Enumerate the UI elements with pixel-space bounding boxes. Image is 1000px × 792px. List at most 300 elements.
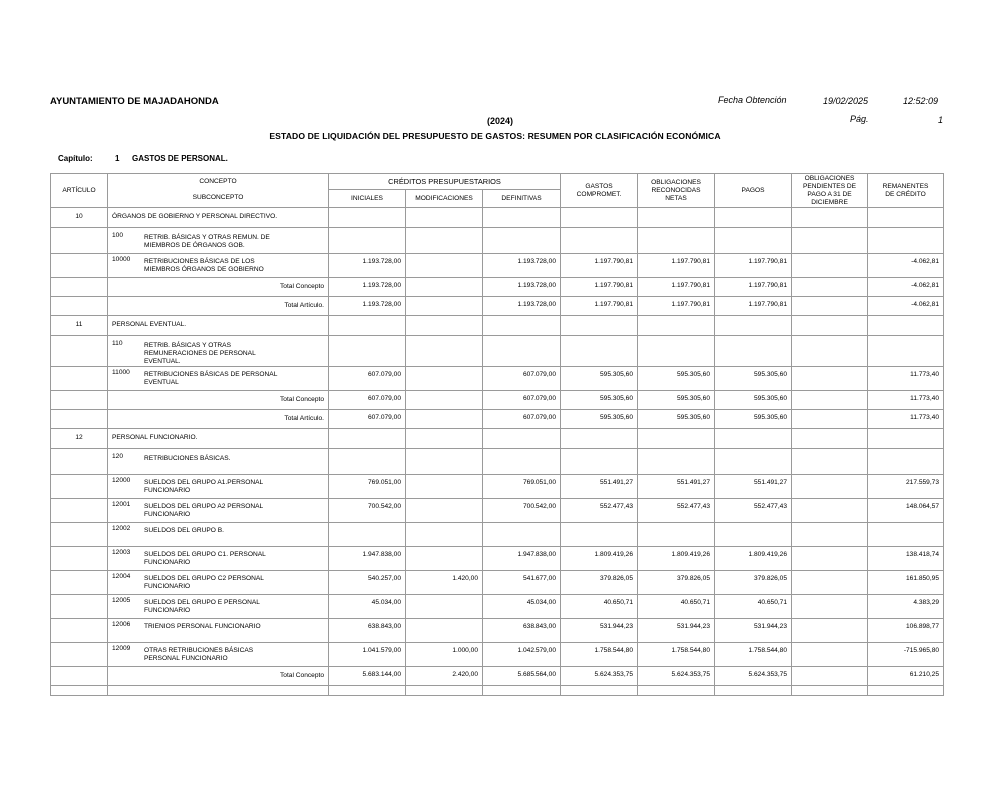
concept-cell [108, 297, 329, 316]
sub-name: RETRIBUCIONES BÁSICAS DE LOS MIEMBROS ÓRGANOS DE GOBIERNO [144, 258, 264, 273]
cell-remanentes [868, 228, 944, 254]
sub-code: 12002 [112, 525, 131, 532]
sub-code-wrap [112, 623, 324, 631]
chapter-label: Capítulo: [58, 154, 93, 163]
cell-obligaciones [638, 316, 715, 336]
cell-iniciales: 1.193.728,00 [329, 254, 406, 278]
cell-pendientes [792, 643, 868, 667]
total-label: Total Artículo. [284, 415, 324, 422]
sub-code: 11000 [112, 369, 130, 376]
sub-code: 12003 [112, 549, 131, 556]
cell-pagos [715, 429, 792, 449]
concept-cell [108, 391, 329, 410]
table-row-blank [51, 686, 944, 696]
cell-pendientes [792, 367, 868, 391]
cell-pagos [715, 523, 792, 547]
cell-remanentes [868, 316, 944, 336]
cell-obligaciones [638, 429, 715, 449]
cell-iniciales [329, 449, 406, 475]
col-pend-line2: PENDIENTES DE [802, 182, 857, 190]
sub-code-wrap [112, 575, 324, 591]
sub-code-wrap [112, 599, 324, 615]
col-subconcepto: SUBCONCEPTO [108, 190, 329, 208]
cell-pagos: 379.826,05 [715, 571, 792, 595]
concept-cell [108, 547, 329, 571]
cell-iniciales [329, 523, 406, 547]
cell-iniciales [329, 316, 406, 336]
cell-definitivas: 769.051,00 [483, 475, 561, 499]
cell-remanentes: -4.062,81 [868, 254, 944, 278]
table-row-sub [51, 523, 944, 547]
cell-pendientes [792, 254, 868, 278]
cell-pagos: 531.944,23 [715, 619, 792, 643]
cell-pagos: 1.809.419,26 [715, 547, 792, 571]
sub-name: RETRIBUCIONES BÁSICAS DE PERSONAL EVENTUAL [144, 371, 278, 386]
cell-iniciales: 45.034,00 [329, 595, 406, 619]
cell-definitivas: 638.843,00 [483, 619, 561, 643]
table-row-total [51, 410, 944, 429]
article-cell [51, 619, 108, 643]
table-row-article [51, 208, 944, 228]
article-cell [51, 595, 108, 619]
sub-name: TRIENIOS PERSONAL FUNCIONARIO [144, 623, 261, 630]
table-row-article [51, 429, 944, 449]
cell-modificaciones: 1.000,00 [406, 643, 483, 667]
cell-iniciales: 5.683.144,00 [329, 667, 406, 686]
total-label: Total Concepto [280, 283, 324, 290]
cell-pendientes [792, 619, 868, 643]
concept-name: RETRIB. BÁSICAS Y OTRAS REMUN. DE MIEMBROS DE ÓRGANOS GOB. [144, 234, 270, 249]
cell-obligaciones [638, 523, 715, 547]
chapter-number: 1 [115, 154, 120, 163]
article-cell [51, 391, 108, 410]
article-cell [51, 228, 108, 254]
cell-pendientes [792, 686, 868, 696]
cell-modificaciones [406, 686, 483, 696]
date-label: Fecha Obtención [718, 95, 787, 105]
cell-iniciales: 1.947.838,00 [329, 547, 406, 571]
cell-remanentes [868, 429, 944, 449]
cell-modificaciones [406, 228, 483, 254]
sub-code: 12009 [112, 645, 131, 652]
article-cell [51, 667, 108, 686]
cell-modificaciones [406, 278, 483, 297]
cell-obligaciones: 1.197.790,81 [638, 278, 715, 297]
col-iniciales: INICIALES [329, 190, 406, 208]
cell-remanentes [868, 336, 944, 367]
article-name: PERSONAL FUNCIONARIO. [112, 434, 198, 441]
sub-code: 12004 [112, 573, 131, 580]
table-row-total [51, 667, 944, 686]
cell-remanentes [868, 523, 944, 547]
cell-remanentes: 11.773,40 [868, 391, 944, 410]
cell-iniciales: 769.051,00 [329, 475, 406, 499]
article-cell [51, 571, 108, 595]
cell-pendientes [792, 316, 868, 336]
concept-cell [108, 208, 329, 228]
cell-definitivas [483, 523, 561, 547]
cell-obligaciones: 1.809.419,26 [638, 547, 715, 571]
cell-gastos [561, 429, 638, 449]
cell-pendientes [792, 336, 868, 367]
concept-cell [108, 475, 329, 499]
sub-name: SUELDOS DEL GRUPO C2 PERSONAL FUNCIONARIO [144, 575, 264, 590]
cell-remanentes: 11.773,40 [868, 410, 944, 429]
cell-pendientes [792, 429, 868, 449]
col-gastos-line2: COMPROMET. [576, 190, 622, 198]
cell-pagos [715, 336, 792, 367]
cell-remanentes [868, 449, 944, 475]
col-pendientes [792, 174, 868, 208]
article-cell [51, 367, 108, 391]
cell-definitivas [483, 449, 561, 475]
cell-definitivas: 1.042.579,00 [483, 643, 561, 667]
sub-name: SUELDOS DEL GRUPO C1. PERSONAL FUNCIONARIO [144, 551, 266, 566]
concept-cell [108, 410, 329, 429]
cell-iniciales: 607.079,00 [329, 410, 406, 429]
sub-code-wrap [112, 527, 324, 535]
total-label: Total Concepto [280, 396, 324, 403]
cell-iniciales: 607.079,00 [329, 367, 406, 391]
cell-modificaciones: 1.420,00 [406, 571, 483, 595]
cell-definitivas: 541.677,00 [483, 571, 561, 595]
col-remanentes [868, 174, 944, 208]
cell-iniciales: 1.193.728,00 [329, 278, 406, 297]
col-creditos-group: CRÉDITOS PRESUPUESTARIOS [329, 174, 561, 190]
concept-cell [108, 619, 329, 643]
table-row-total [51, 278, 944, 297]
concept-code-wrap [112, 455, 324, 463]
cell-remanentes: -715.965,80 [868, 643, 944, 667]
article-cell [51, 336, 108, 367]
cell-pagos: 1.758.544,80 [715, 643, 792, 667]
cell-definitivas [483, 208, 561, 228]
sub-name: SUELDOS DEL GRUPO B. [144, 527, 225, 534]
article-cell [51, 254, 108, 278]
concept-cell [108, 595, 329, 619]
cell-modificaciones [406, 499, 483, 523]
col-oblig-line1: OBLIGACIONES [651, 178, 701, 186]
table-row-concept [51, 336, 944, 367]
cell-definitivas [483, 686, 561, 696]
cell-pagos [715, 228, 792, 254]
cell-modificaciones [406, 475, 483, 499]
sub-code: 12006 [112, 621, 131, 628]
cell-pendientes [792, 278, 868, 297]
table-row-sub [51, 571, 944, 595]
table-row-sub [51, 547, 944, 571]
cell-definitivas: 1.193.728,00 [483, 297, 561, 316]
cell-obligaciones [638, 686, 715, 696]
sub-code-wrap [112, 503, 324, 519]
header-row-1 [51, 174, 944, 190]
cell-modificaciones [406, 547, 483, 571]
organization-name: AYUNTAMIENTO DE MAJADAHONDA [50, 96, 219, 107]
cell-modificaciones [406, 336, 483, 367]
concept-cell [108, 449, 329, 475]
cell-gastos [561, 686, 638, 696]
cell-definitivas [483, 316, 561, 336]
cell-iniciales: 1.193.728,00 [329, 297, 406, 316]
cell-remanentes: 61.210,25 [868, 667, 944, 686]
cell-pagos [715, 449, 792, 475]
article-cell [51, 547, 108, 571]
cell-pendientes [792, 595, 868, 619]
cell-gastos [561, 449, 638, 475]
sub-code: 10000 [112, 256, 131, 263]
table-row-concept [51, 449, 944, 475]
cell-definitivas [483, 336, 561, 367]
cell-gastos: 1.197.790,81 [561, 254, 638, 278]
cell-modificaciones [406, 367, 483, 391]
sub-code: 12005 [112, 597, 131, 604]
cell-pendientes [792, 208, 868, 228]
cell-definitivas: 607.079,00 [483, 410, 561, 429]
cell-pagos [715, 208, 792, 228]
cell-modificaciones [406, 254, 483, 278]
cell-pagos: 595.305,60 [715, 391, 792, 410]
cell-remanentes: 138.418,74 [868, 547, 944, 571]
concept-code-wrap [112, 342, 324, 366]
time-value: 12:52:09 [903, 96, 939, 106]
article-cell: 12 [51, 429, 108, 449]
cell-modificaciones [406, 208, 483, 228]
cell-remanentes: 148.064,57 [868, 499, 944, 523]
table-row-concept [51, 228, 944, 254]
cell-pendientes [792, 228, 868, 254]
concept-cell [108, 571, 329, 595]
concept-cell [108, 643, 329, 667]
article-cell [51, 278, 108, 297]
cell-obligaciones [638, 208, 715, 228]
sub-code-wrap [112, 258, 324, 274]
table-row-sub [51, 367, 944, 391]
article-name: ÓRGANOS DE GOBIERNO Y PERSONAL DIRECTIVO. [112, 213, 278, 220]
cell-definitivas: 700.542,00 [483, 499, 561, 523]
cell-obligaciones: 379.826,05 [638, 571, 715, 595]
cell-pendientes [792, 297, 868, 316]
cell-definitivas: 45.034,00 [483, 595, 561, 619]
cell-pagos: 1.197.790,81 [715, 297, 792, 316]
total-label: Total Concepto [280, 672, 324, 679]
sub-name: SUELDOS DEL GRUPO A2 PERSONAL FUNCIONARIO [144, 503, 263, 518]
cell-gastos [561, 228, 638, 254]
cell-obligaciones: 1.197.790,81 [638, 254, 715, 278]
cell-pagos: 5.624.353,75 [715, 667, 792, 686]
article-cell [51, 499, 108, 523]
sub-code-wrap [112, 551, 324, 567]
cell-pendientes [792, 410, 868, 429]
concept-cell [108, 336, 329, 367]
concept-cell [108, 278, 329, 297]
cell-pendientes [792, 449, 868, 475]
cell-remanentes: 4.383,29 [868, 595, 944, 619]
cell-iniciales: 1.041.579,00 [329, 643, 406, 667]
col-gastos [561, 174, 638, 208]
concept-name: RETRIBUCIONES BÁSICAS. [144, 455, 231, 462]
cell-gastos [561, 316, 638, 336]
concept-cell [108, 228, 329, 254]
cell-modificaciones [406, 619, 483, 643]
article-cell [51, 643, 108, 667]
article-cell [51, 449, 108, 475]
col-pend-line4: DICIEMBRE [811, 198, 848, 206]
cell-remanentes [868, 686, 944, 696]
cell-modificaciones: 2.420,00 [406, 667, 483, 686]
sub-code: 12001 [112, 501, 131, 508]
cell-obligaciones: 552.477,43 [638, 499, 715, 523]
cell-definitivas: 1.947.838,00 [483, 547, 561, 571]
cell-gastos: 552.477,43 [561, 499, 638, 523]
cell-pendientes [792, 667, 868, 686]
cell-obligaciones: 5.624.353,75 [638, 667, 715, 686]
cell-obligaciones: 1.758.544,80 [638, 643, 715, 667]
cell-obligaciones: 531.944,23 [638, 619, 715, 643]
total-label: Total Artículo. [284, 302, 324, 309]
cell-gastos: 595.305,60 [561, 367, 638, 391]
table-row-sub [51, 595, 944, 619]
cell-pendientes [792, 571, 868, 595]
sub-name: SUELDOS DEL GRUPO E PERSONAL FUNCIONARIO [144, 599, 260, 614]
concept-code-wrap [112, 234, 324, 250]
article-cell: 10 [51, 208, 108, 228]
cell-gastos: 1.809.419,26 [561, 547, 638, 571]
col-articulo: ARTÍCULO [51, 174, 108, 208]
cell-remanentes: -4.062,81 [868, 278, 944, 297]
cell-definitivas: 1.193.728,00 [483, 278, 561, 297]
cell-obligaciones: 1.197.790,81 [638, 297, 715, 316]
article-cell [51, 475, 108, 499]
cell-pagos: 595.305,60 [715, 410, 792, 429]
concept-cell [108, 686, 329, 696]
cell-obligaciones: 595.305,60 [638, 410, 715, 429]
date-value: 19/02/2025 [823, 96, 869, 106]
sub-code-wrap [112, 479, 324, 495]
cell-pagos [715, 316, 792, 336]
cell-iniciales [329, 686, 406, 696]
cell-gastos: 5.624.353,75 [561, 667, 638, 686]
report-title: ESTADO DE LIQUIDACIÓN DEL PRESUPUESTO DE GASTOS: RESUMEN POR CLASIFICACIÓN ECONÓMICA [269, 131, 721, 141]
concept-code: 100 [112, 232, 124, 239]
cell-remanentes: 217.559,73 [868, 475, 944, 499]
cell-pendientes [792, 547, 868, 571]
table-row-sub [51, 254, 944, 278]
table-row-sub [51, 499, 944, 523]
cell-remanentes: -4.062,81 [868, 297, 944, 316]
page-number: 1 [938, 115, 944, 125]
cell-pendientes [792, 391, 868, 410]
page-label: Pág. [850, 114, 869, 124]
sub-code-wrap [112, 371, 324, 387]
cell-modificaciones [406, 391, 483, 410]
cell-pagos: 1.197.790,81 [715, 278, 792, 297]
concept-cell [108, 316, 329, 336]
cell-modificaciones [406, 429, 483, 449]
cell-remanentes: 11.773,40 [868, 367, 944, 391]
cell-modificaciones [406, 523, 483, 547]
concept-cell [108, 667, 329, 686]
cell-gastos: 40.650,71 [561, 595, 638, 619]
col-rem-line2: DE CRÉDITO [885, 190, 926, 198]
cell-gastos: 531.944,23 [561, 619, 638, 643]
table-row-sub [51, 475, 944, 499]
concept-cell [108, 429, 329, 449]
sub-code: 12000 [112, 477, 131, 484]
cell-gastos: 595.305,60 [561, 410, 638, 429]
cell-pendientes [792, 475, 868, 499]
cell-definitivas: 1.193.728,00 [483, 254, 561, 278]
cell-obligaciones: 551.491,27 [638, 475, 715, 499]
col-pend-line1: OBLIGACIONES [804, 174, 855, 182]
cell-pagos [715, 686, 792, 696]
cell-definitivas [483, 228, 561, 254]
cell-modificaciones [406, 316, 483, 336]
table-row-total [51, 391, 944, 410]
sub-name: SUELDOS DEL GRUPO A1.PERSONAL FUNCIONARIO [144, 479, 263, 494]
budget-table [50, 173, 944, 696]
article-name: PERSONAL EVENTUAL. [112, 321, 187, 328]
cell-gastos [561, 523, 638, 547]
table-row-sub [51, 619, 944, 643]
article-cell [51, 686, 108, 696]
cell-remanentes: 161.850,95 [868, 571, 944, 595]
table-row-article [51, 316, 944, 336]
concept-cell [108, 367, 329, 391]
concept-cell [108, 499, 329, 523]
cell-obligaciones: 40.650,71 [638, 595, 715, 619]
table-row-sub [51, 643, 944, 667]
col-pend-line3: PAGO A 31 DE [807, 190, 852, 198]
table-body [51, 174, 944, 696]
cell-pendientes [792, 523, 868, 547]
cell-gastos [561, 208, 638, 228]
col-definitivas: DEFINITIVAS [483, 190, 561, 208]
cell-remanentes: 106.898,77 [868, 619, 944, 643]
article-cell [51, 523, 108, 547]
cell-pagos: 40.650,71 [715, 595, 792, 619]
col-gastos-line1: GASTOS [585, 182, 613, 190]
cell-obligaciones [638, 228, 715, 254]
report-year: (2024) [486, 116, 513, 126]
cell-gastos: 1.758.544,80 [561, 643, 638, 667]
cell-pendientes [792, 499, 868, 523]
cell-obligaciones: 595.305,60 [638, 391, 715, 410]
concept-code: 120 [112, 453, 124, 460]
cell-definitivas: 607.079,00 [483, 391, 561, 410]
cell-modificaciones [406, 410, 483, 429]
concept-cell [108, 254, 329, 278]
col-modificaciones: MODIFICACIONES [406, 190, 483, 208]
article-cell [51, 410, 108, 429]
col-pagos: PAGOS [715, 174, 792, 208]
sub-code-wrap [112, 647, 324, 663]
col-concepto: CONCEPTO [108, 174, 329, 190]
cell-gastos: 379.826,05 [561, 571, 638, 595]
cell-iniciales: 638.843,00 [329, 619, 406, 643]
concept-cell [108, 523, 329, 547]
cell-pagos: 1.197.790,81 [715, 254, 792, 278]
cell-iniciales [329, 429, 406, 449]
col-obligaciones [638, 174, 715, 208]
cell-gastos: 1.197.790,81 [561, 297, 638, 316]
cell-pagos: 595.305,60 [715, 367, 792, 391]
cell-pagos: 551.491,27 [715, 475, 792, 499]
cell-iniciales: 607.079,00 [329, 391, 406, 410]
cell-gastos: 1.197.790,81 [561, 278, 638, 297]
cell-iniciales [329, 336, 406, 367]
cell-obligaciones: 595.305,60 [638, 367, 715, 391]
cell-obligaciones [638, 336, 715, 367]
